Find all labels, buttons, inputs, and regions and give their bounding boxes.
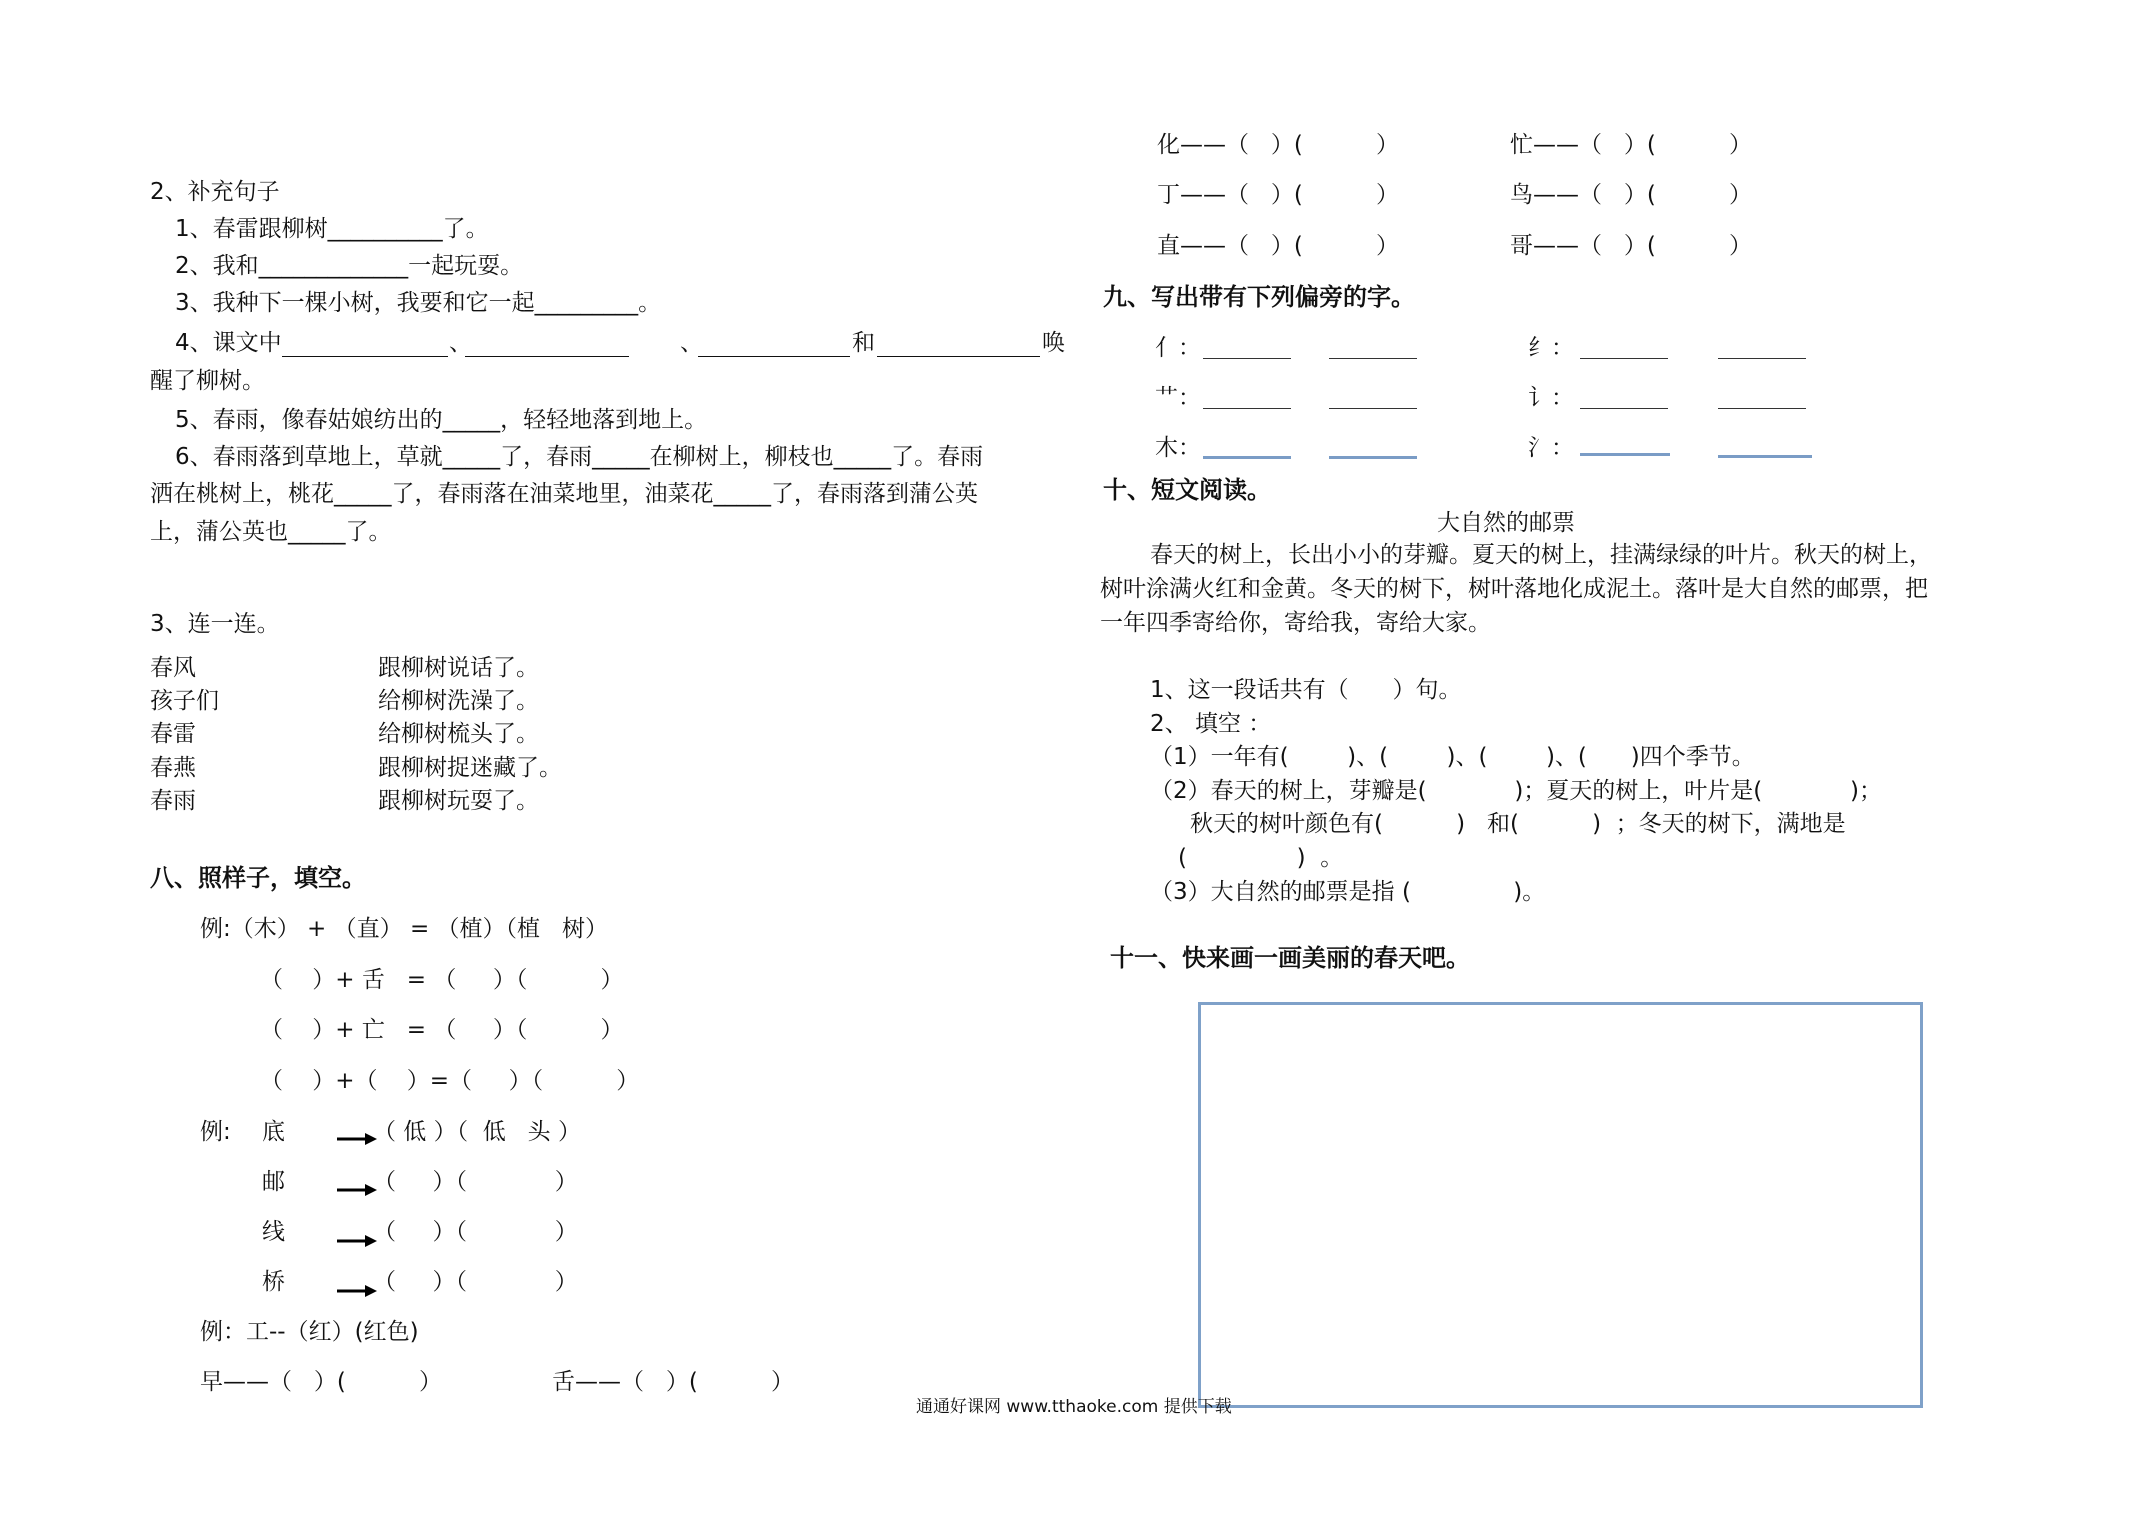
q9-radical-label: 艹： bbox=[1155, 385, 1201, 411]
q8-example-1: 例:（木） + （直） = （植）（植 树） bbox=[200, 916, 608, 942]
q3-left-item[interactable]: 孩子们 bbox=[150, 688, 219, 714]
q8-arrow-char: 线 bbox=[262, 1219, 285, 1245]
q9-radical-label: 讠： bbox=[1528, 385, 1574, 411]
q9-blank[interactable] bbox=[1329, 456, 1417, 459]
q8-last-row-b[interactable]: 舌——（ ）( ） bbox=[552, 1369, 795, 1395]
q10-question-2-4[interactable]: ( ) 。 bbox=[1178, 845, 1344, 871]
q2-blank-4b[interactable] bbox=[465, 356, 629, 357]
arrow-right-icon bbox=[337, 1183, 377, 1197]
q9-blank[interactable] bbox=[1203, 358, 1291, 359]
q2-sentence-5: 5、春雨，像春姑娘纺出的_____，轻轻地落到地上。 bbox=[175, 407, 708, 433]
q8-compose-row[interactable]: （ ）+（ ）=（ ）（ ） bbox=[260, 1068, 640, 1094]
q9-blank[interactable] bbox=[1580, 408, 1668, 409]
q9-blank[interactable] bbox=[1203, 408, 1291, 409]
q8-example-2-char: 底 bbox=[262, 1119, 285, 1145]
q8-arrow-blank[interactable]: （ ）（ ） bbox=[373, 1169, 578, 1195]
q2-sentence-6-line1: 6、春雨落到草地上，草就_____了，春雨_____在柳树上，柳枝也_____了。春雨 bbox=[175, 444, 984, 470]
arrow-right-icon bbox=[337, 1284, 377, 1298]
q9-blank[interactable] bbox=[1718, 358, 1806, 359]
arrow-right-icon bbox=[337, 1234, 377, 1248]
q8-arrow-char: 桥 bbox=[262, 1269, 285, 1295]
q10-question-3[interactable]: （3）大自然的邮票是指 ( )。 bbox=[1150, 879, 1546, 905]
q9-blank[interactable] bbox=[1329, 408, 1417, 409]
q2-sentence-4-end: 唤 bbox=[1042, 330, 1065, 356]
q9-blank[interactable] bbox=[1580, 453, 1670, 456]
q9-title: 九、写出带有下列偏旁的字。 bbox=[1103, 283, 1415, 311]
q2-sentence-4-and: 和 bbox=[852, 330, 875, 356]
q3-left-item[interactable]: 春风 bbox=[150, 655, 196, 681]
q3-title: 3、连一连。 bbox=[150, 611, 280, 637]
q2-blank-4d[interactable] bbox=[877, 356, 1040, 357]
arrow-right-icon bbox=[337, 1132, 377, 1146]
q3-right-item[interactable]: 给柳树梳头了。 bbox=[378, 721, 539, 747]
q9-blank[interactable] bbox=[1580, 358, 1668, 359]
passage-line: 树叶涂满火红和金黄。冬天的树下，树叶落地化成泥土。落叶是大自然的邮票，把 bbox=[1100, 576, 1928, 602]
q8-arrow-char: 邮 bbox=[262, 1169, 285, 1195]
q2-sentence-4-start: 4、课文中 bbox=[175, 330, 282, 356]
q8-radical-row[interactable]: 化——（ ）( ） bbox=[1157, 132, 1400, 158]
passage-line: 一年四季寄给你，寄给我，寄给大家。 bbox=[1100, 610, 1491, 636]
passage-title: 大自然的邮票 bbox=[1437, 510, 1575, 536]
footer-credit: 通通好课网 www.tthaoke.com 提供下载 bbox=[916, 1397, 1232, 1417]
q8-example-2-label: 例: bbox=[200, 1119, 231, 1145]
q8-title: 八、照样子，填空。 bbox=[150, 864, 366, 892]
q2-title: 2、补充句子 bbox=[150, 179, 280, 205]
q10-title: 十、短文阅读。 bbox=[1103, 476, 1271, 504]
q2-blank-4c[interactable] bbox=[698, 356, 850, 357]
q2-sentence-4-sep1: 、 bbox=[449, 330, 472, 356]
q8-arrow-blank[interactable]: （ ）（ ） bbox=[373, 1219, 578, 1245]
q3-right-item[interactable]: 跟柳树捉迷藏了。 bbox=[378, 755, 562, 781]
q9-radical-label: 木： bbox=[1155, 435, 1201, 461]
q8-example-3: 例：工--（红）(红色) bbox=[200, 1319, 419, 1345]
q9-blank[interactable] bbox=[1329, 358, 1417, 359]
q10-question-2-2[interactable]: （2）春天的树上，芽瓣是( )；夏天的树上，叶片是( )； bbox=[1150, 778, 1882, 804]
q3-right-item[interactable]: 给柳树洗澡了。 bbox=[378, 688, 539, 714]
q8-radical-row[interactable]: 忙——（ ）( ） bbox=[1510, 132, 1753, 158]
q8-radical-row[interactable]: 丁——（ ）( ） bbox=[1157, 182, 1400, 208]
q9-radical-label: 氵： bbox=[1528, 435, 1574, 461]
q9-blank[interactable] bbox=[1203, 456, 1291, 459]
q9-blank[interactable] bbox=[1718, 455, 1812, 458]
passage-line: 春天的树上，长出小小的芽瓣。夏天的树上，挂满绿绿的叶片。秋天的树上， bbox=[1150, 542, 1932, 568]
q2-sentence-1: 1、春雷跟柳树__________了。 bbox=[175, 216, 489, 242]
q9-radical-label: 纟： bbox=[1528, 335, 1574, 361]
q3-right-item[interactable]: 跟柳树玩耍了。 bbox=[378, 788, 539, 814]
q8-radical-row[interactable]: 直——（ ）( ） bbox=[1157, 233, 1400, 259]
q10-question-1[interactable]: 1、这一段话共有（ ）句。 bbox=[1150, 677, 1462, 703]
q3-right-item[interactable]: 跟柳树说话了。 bbox=[378, 655, 539, 681]
q2-sentence-4-sep2: 、 bbox=[680, 330, 703, 356]
q11-title: 十一、快来画一画美丽的春天吧。 bbox=[1110, 944, 1470, 972]
q8-compose-row[interactable]: （ ）+ 亡 = （ ）（ ） bbox=[260, 1017, 624, 1043]
q2-blank-4a[interactable] bbox=[282, 356, 448, 357]
q3-left-item[interactable]: 春雷 bbox=[150, 721, 196, 747]
q9-blank[interactable] bbox=[1718, 408, 1806, 409]
q3-left-item[interactable]: 春雨 bbox=[150, 788, 196, 814]
q8-last-row-a[interactable]: 早——（ ）( ） bbox=[200, 1369, 443, 1395]
q2-sentence-6-line3: 上，蒲公英也_____了。 bbox=[150, 519, 392, 545]
q3-left-item[interactable]: 春燕 bbox=[150, 755, 196, 781]
q8-compose-row[interactable]: （ ）+ 舌 = （ ）（ ） bbox=[260, 967, 624, 993]
q8-radical-row[interactable]: 鸟——（ ）( ） bbox=[1510, 182, 1753, 208]
q10-question-2-3[interactable]: 秋天的树叶颜色有( ) 和( ) ；冬天的树下，满地是 bbox=[1190, 811, 1846, 837]
q8-example-2-result: （ 低 ）（ 低 头 ） bbox=[373, 1119, 581, 1145]
q8-arrow-blank[interactable]: （ ）（ ） bbox=[373, 1269, 578, 1295]
q2-sentence-6-line2: 洒在桃树上，桃花_____了，春雨落在油菜地里，油菜花_____了，春雨落到蒲公英 bbox=[150, 481, 978, 507]
q2-sentence-2: 2、我和_____________一起玩耍。 bbox=[175, 253, 524, 279]
q10-question-2: 2、 填空 ： bbox=[1150, 711, 1272, 737]
q9-radical-label: 亻： bbox=[1155, 335, 1201, 361]
q2-sentence-4-wrap: 醒了柳树。 bbox=[150, 368, 265, 394]
q8-radical-row[interactable]: 哥——（ ）( ） bbox=[1510, 233, 1753, 259]
q2-sentence-3: 3、我种下一棵小树，我要和它一起_________。 bbox=[175, 290, 662, 316]
drawing-area[interactable] bbox=[1198, 1002, 1923, 1408]
q10-question-2-1[interactable]: （1）一年有( )、( )、( )、( )四个季节。 bbox=[1150, 744, 1755, 770]
